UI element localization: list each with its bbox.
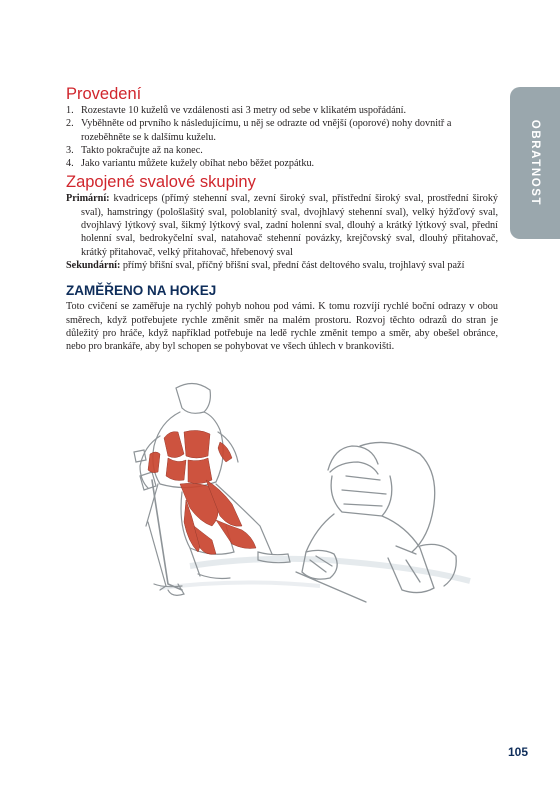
primary-muscles (66, 192, 498, 258)
page-number: 105 (507, 745, 528, 759)
primary-label: Primární: (66, 193, 110, 205)
hockey-stick (152, 480, 182, 590)
muscles-section (66, 172, 498, 272)
chapter-side-tab (510, 87, 560, 239)
secondary-muscles (66, 259, 498, 272)
page-content (66, 84, 498, 353)
step-text: Vyběhněte od prvního k následujícímu, u něj se odrazte od vnější (oporové) nohy dovnitř a rozeběhněte se k dalšímu kuželu. (81, 118, 452, 143)
muscle-overlay (148, 430, 256, 554)
secondary-label: Sekundární: (66, 259, 121, 271)
step-number: 1. (66, 105, 74, 116)
primary-text: kvadriceps (přímý stehenní sval, zevní široký sval, přístřední široký sval, prostřední široký sval), hamstringy (pološlašitý sval, poloblanitý sval, dvojhlavý stehenní sval), velký hýžďový sval, dvojhlavý lýtkový sval, šikmý lýtkový sval, zadní holenní sval, dlouhý a krátký lýtkový sval, přední holenní sval, bedrokyčelní sval, natahovač stehenní povázky, krejčovský sval, dlouhý přitahovač, krátký přitahovač, velký přitahovač, hřebenový sval (81, 193, 499, 258)
step-number: 2. (66, 118, 74, 130)
goalie-figure (296, 442, 456, 602)
step-item (66, 117, 498, 144)
execution-section (66, 84, 498, 170)
step-number: 4. (66, 158, 74, 170)
muscles-heading: Zapojené svalové skupiny (66, 173, 256, 192)
step-item (66, 104, 498, 117)
execution-heading: Provedení (66, 85, 142, 103)
ice-shadow-2 (160, 582, 320, 588)
step-text: Takto pokračujte až na konec. (81, 144, 203, 156)
hockey-text: Toto cvičení se zaměřuje na rychlý pohyb nohou pod vámi. K tomu rozvíjí rychlé boční odrazy v obou směrech, když potřebujete rychle změnit směr na malém prostoru. Rozvoj těchto odrazů do stran je důležitý pro hráče, když například potřebuje na ledě rychle změnit tempo a směr, aby obešel obránce, nebo pro brankáře, aby byl schopen se pohybovat ve všech úhlech v brankovišti. (66, 301, 498, 353)
hockey-heading: ZAMĚŘENO NA HOKEJ (66, 283, 217, 299)
step-number: 3. (66, 144, 74, 156)
step-text: Jako variantu můžete kužely obíhat nebo běžet pozpátku. (81, 158, 315, 170)
secondary-text: přímý břišní sval, příčný břišní sval, přední část deltového svalu, trojhlavý sval paží (122, 259, 465, 271)
hockey-focus-section (66, 282, 498, 353)
hockey-skater-illustration (120, 376, 505, 611)
execution-steps (66, 104, 498, 170)
step-item (66, 157, 498, 170)
step-text: Rozestavte 10 kuželů ve vzdálenosti asi 3 metry od sebe v klikatém uspořádání. (81, 105, 407, 116)
step-item (66, 144, 498, 157)
chapter-tab-label: OBRATNOST (529, 119, 541, 207)
